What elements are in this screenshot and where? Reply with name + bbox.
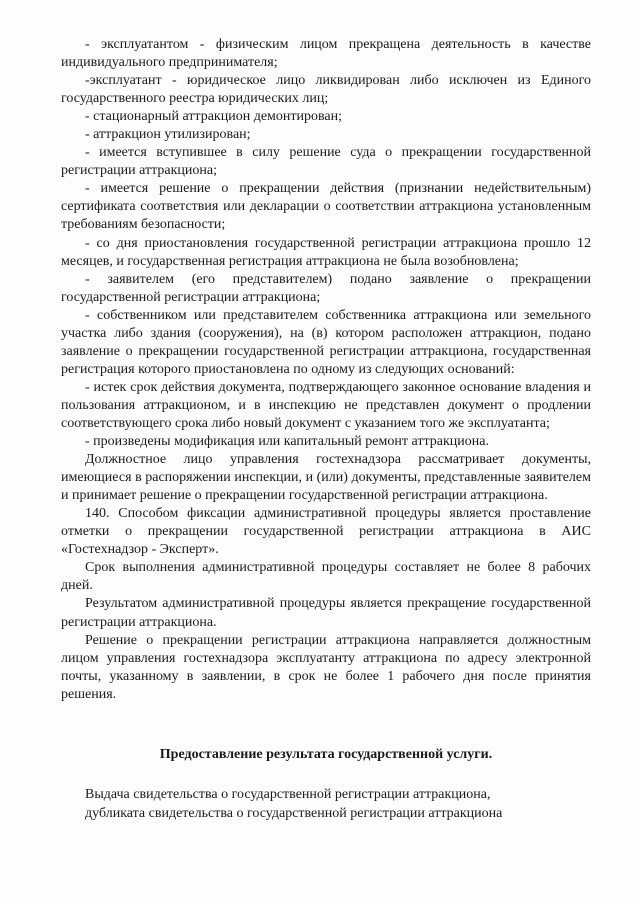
paragraph-12: Должностное лицо управления гостехнадзора рассматривает документы, имеющиеся в распоряжении инспекции, и (или) документы, представленные заявителем и принимает решение о прекращении государственной регистрации аттракциона. bbox=[61, 452, 591, 504]
paragraph-16: Решение о прекращении регистрации аттракциона направляется должностным лицом управления гостехнадзора эксплуатанту аттракциона по адресу электронной почты, указанному в заявлении, в срок не более 1 рабочего дня после принятия решения. bbox=[61, 632, 591, 702]
closing-text bbox=[61, 786, 591, 823]
closing-line-1: Выдача свидетельства о государственной регистрации аттракциона, bbox=[85, 787, 491, 802]
paragraph-11: - произведены модификация или капитальный ремонт аттракциона. bbox=[85, 434, 489, 450]
paragraph-2: -эксплуатант - юридическое лицо ликвидирован либо исключен из Единого государственного реестра юридических лиц; bbox=[61, 73, 591, 107]
closing-line-2: дубликата свидетельства о государственной регистрации аттракциона bbox=[85, 805, 503, 821]
paragraph-14: Срок выполнения административной процедуры составляет не более 8 рабочих дней. bbox=[61, 560, 591, 594]
paragraph-8: - заявителем (его представителем) подано заявление о прекращении государственной регистрации аттракциона; bbox=[61, 271, 591, 305]
paragraph-9: - собственником или представителем собственника аттракциона или земельного участка либо здания (сооружения), на (в) котором расположен аттракцион, подано заявление о прекращении государственной регистрации аттракциона, государственная регистрация которого приостановлена по одному из следующих оснований: bbox=[61, 307, 591, 377]
paragraph-7: - со дня приостановления государственной регистрации аттракциона прошло 12 месяцев, и государственная регистрация аттракциона не была возобновлена; bbox=[61, 235, 591, 269]
body-text bbox=[61, 36, 591, 704]
paragraph-1: - эксплуатантом - физическим лицом прекращена деятельность в качестве индивидуального предпринимателя; bbox=[61, 37, 591, 71]
paragraph-4: - аттракцион утилизирован; bbox=[85, 127, 251, 143]
paragraph-3: - стационарный аттракцион демонтирован; bbox=[85, 109, 343, 125]
paragraph-13: 140. Способом фиксации административной процедуры является проставление отметки о прекращении государственной регистрации аттракциона в АИС «Гостехнадзор - Эксперт». bbox=[61, 506, 591, 558]
paragraph-10: - истек срок действия документа, подтверждающего законное основание владения и пользования аттракционом, и в инспекцию не представлен документ о продлении соответствующего срока либо новый документ с указанием того же эксплуатанта; bbox=[61, 379, 591, 431]
paragraph-6: - имеется решение о прекращении действия (признании недействительным) сертификата соответствия или декларации о соответствии аттракциона установленным требованиям безопасности; bbox=[61, 181, 591, 233]
paragraph-5: - имеется вступившее в силу решение суда о прекращении государственной регистрации аттракциона; bbox=[61, 145, 591, 179]
section-heading: Предоставление результата государственной услуги. bbox=[159, 747, 493, 762]
paragraph-15: Результатом административной процедуры является прекращение государственной регистрации аттракциона. bbox=[61, 596, 591, 630]
